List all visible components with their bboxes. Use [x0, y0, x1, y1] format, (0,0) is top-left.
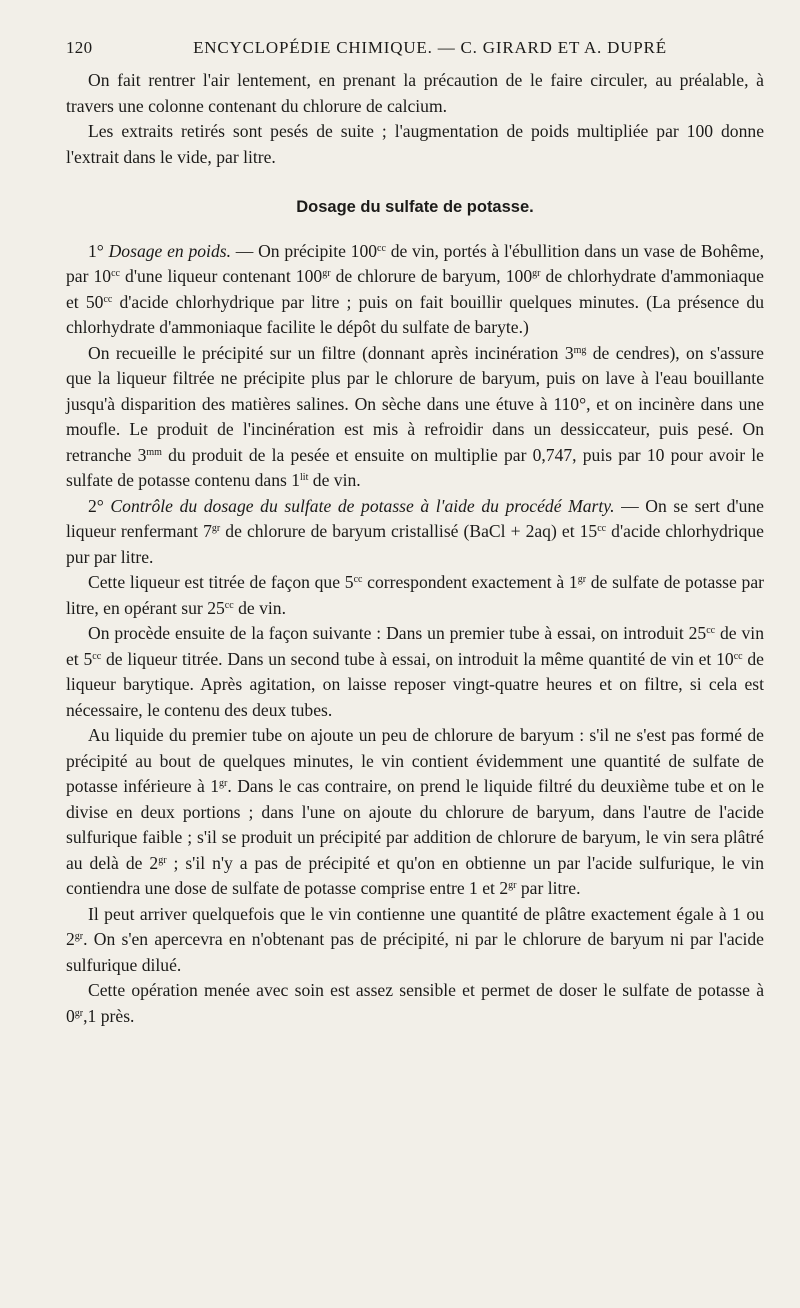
- text-run: par litre.: [516, 878, 581, 898]
- unit-superscript: gr: [577, 574, 587, 585]
- text-run: de chlorure de baryum, 100: [330, 266, 533, 286]
- text-run: . On s'en apercevra en n'obtenant pas de précipité, ni par le chlorure de baryum ni par l'acide sulfurique dilué.: [66, 929, 764, 975]
- text-run: d'acide chlorhydrique par litre ; puis on fait bouillir quelques minutes. (La présence du chlorhydrate d'ammoniaque facilite le dépôt du sulfate de baryte.): [66, 291, 764, 337]
- paragraph: [66, 570, 764, 621]
- text-run: du produit de la pesée et ensuite on multiplie par 0,747, puis par 10 pour avoir le sulfate de potasse contenu dans 1: [66, 444, 764, 490]
- text-run: On procède ensuite de la façon suivante : Dans un premier tube à essai, on introduit 25: [88, 623, 707, 643]
- text-run: de chlorure de baryum cristallisé (BaCl + 2aq) et 15: [220, 521, 598, 541]
- text-run: de chlorhydrate d'ammoniaque et 50: [66, 266, 764, 312]
- text-run: de vin.: [308, 470, 361, 490]
- unit-superscript: cc: [733, 650, 743, 662]
- unit-superscript: gr: [219, 778, 228, 789]
- paragraph: [66, 902, 764, 979]
- page-number: 120: [66, 38, 93, 57]
- text-run: de liqueur titrée. Dans un second tube à essai, on introduit la même quantité de vin et 10: [101, 648, 734, 669]
- paragraph: [66, 723, 764, 902]
- paragraph: On fait rentrer l'air lentement, en prenant la précaution de le faire circuler, au préalable, à travers une colonne contenant du chlorure de calcium.: [66, 70, 764, 116]
- text-run: On recueille le précipité sur un filtre (donnant après incinération 3: [88, 342, 574, 363]
- unit-superscript: gr: [74, 1007, 84, 1019]
- unit-superscript: cc: [597, 523, 607, 534]
- running-head: [66, 38, 764, 68]
- running-title: ENCYCLOPÉDIE CHIMIQUE. — C. GIRARD ET A. DUPRÉ: [193, 38, 667, 57]
- text-run: d'acide chlorhydrique pur par litre.: [66, 521, 764, 567]
- text-run: de sulfate de potasse par litre, en opérant sur 25: [66, 572, 765, 618]
- unit-superscript: gr: [211, 523, 221, 534]
- text-run: d'une liqueur contenant 100: [120, 266, 323, 286]
- unit-superscript: cc: [111, 268, 120, 279]
- text-run: — On se sert d'une liqueur renfermant 7: [66, 495, 764, 541]
- unit-superscript: gr: [74, 931, 84, 942]
- unit-superscript: cc: [92, 650, 102, 662]
- unit-superscript: gr: [532, 268, 541, 279]
- text-run: Cette liqueur est titrée de façon que 5: [88, 572, 354, 592]
- paragraph: Les extraits retirés sont pesés de suite ; l'augmentation de poids multipliée par 100 donne l'extrait dans le vide, par litre.: [66, 121, 764, 167]
- unit-superscript: gr: [322, 268, 331, 279]
- text-run: ; s'il n'y a pas de précipité et qu'on en obtienne un par l'acide sulfurique, le vin contiendra une dose de sulfate de potasse comprise entre 1 et 2: [66, 852, 765, 898]
- text-run: de vin, portés à l'ébullition dans un vase de Bohême, par 10: [66, 240, 765, 286]
- unit-superscript: mg: [573, 344, 587, 356]
- unit-superscript: lit: [300, 472, 309, 483]
- unit-superscript: gr: [508, 880, 517, 891]
- text-run: . Dans le cas contraire, on prend le liquide filtré du deuxième tube et on le divise en deux portions ; dans l'une on ajoute du chlorure de baryum, dans l'autre de l'acide sulfurique faible ; s'il se produit un précipité par addition de chlorure de baryum, le vin sera plâtré au delà de 2: [66, 776, 765, 873]
- text-run: de cendres), on s'assure que la liqueur filtrée ne précipite plus par le chlorure de baryum, puis on lave à l'eau bouillante jusqu'à disparition des matières salines. On sèche dans une étuve à 110°, et on incinère dans une moufle. Le produit de l'incinération est mis à refroidir dans un dessiccateur, puis pesé. On retranche 3: [66, 342, 764, 465]
- paragraph-controle-marty: [66, 494, 764, 571]
- paragraph: [66, 341, 764, 494]
- unit-superscript: gr: [158, 854, 167, 866]
- unit-superscript: cc: [706, 625, 716, 636]
- text-run: de vin.: [233, 597, 286, 618]
- paragraph: [66, 621, 764, 723]
- paragraph-dosage-en-poids: [66, 239, 764, 341]
- section-title: Dosage du sulfate de potasse.: [296, 198, 534, 216]
- text-run: correspondent exactement à 1: [362, 572, 578, 592]
- text-run: Cette opération menée avec soin est assez sensible et permet de doser le sulfate de potasse à 0: [66, 980, 764, 1026]
- paragraph-number: 1°: [88, 240, 109, 261]
- paragraph-heading: Dosage en poids.: [108, 240, 231, 261]
- paragraph-number: 2°: [88, 495, 111, 516]
- unit-superscript: cc: [353, 574, 363, 585]
- unit-superscript: mm: [146, 446, 162, 458]
- paragraph: [66, 978, 764, 1029]
- text-run: de liqueur barytique. Après agitation, on laisse reposer vingt-quatre heures et on filtre, si cela est nécessaire, le contenu des deux tubes.: [66, 648, 764, 720]
- text-run: — On précipite 100: [230, 240, 378, 261]
- text-run: Il peut arriver quelquefois que le vin contienne une quantité de plâtre exactement égale à 1 ou 2: [66, 903, 764, 949]
- unit-superscript: cc: [224, 599, 234, 611]
- unit-superscript: cc: [103, 293, 113, 305]
- unit-superscript: cc: [377, 242, 386, 254]
- body-text: [66, 68, 764, 1029]
- text-run: ,1 près.: [83, 1005, 135, 1026]
- text-run: Au liquide du premier tube on ajoute un peu de chlorure de baryum : s'il ne s'est pas formé de précipité au bout de quelques minutes, le vin contient évidemment une quantité de sulfate de potasse inférieure à 1: [66, 725, 764, 796]
- text-run: de vin et 5: [66, 623, 764, 669]
- paragraph-heading: Contrôle du dosage du sulfate de potasse à l'aide du procédé Marty.: [110, 495, 615, 516]
